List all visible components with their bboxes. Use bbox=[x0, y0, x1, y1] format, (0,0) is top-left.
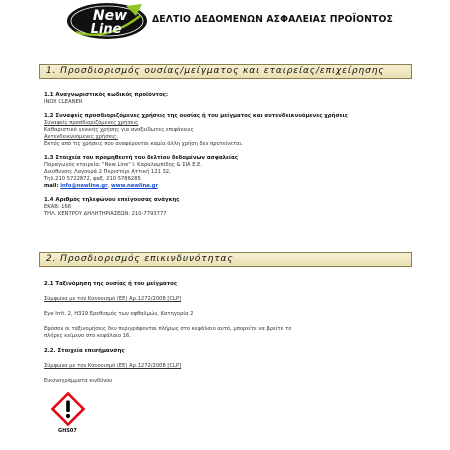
ghs07-exclamation-icon bbox=[51, 392, 85, 426]
mail-label: mail: bbox=[44, 183, 59, 189]
s2-1-regulation: Σύμφωνα με τον Κανονισμό (ΕΕ) Αρ.1272/2008 [CLP] bbox=[44, 296, 182, 302]
contact-separator: , bbox=[107, 183, 110, 189]
emergency-poison-center: ΤΗΛ. ΚΕΝΤΡΟΥ ΔΗΛΗΤΗΡΙΑΣΕΩΝ: 210-7793777 bbox=[44, 211, 167, 217]
s2-2-regulation: Σύμφωνα με τον Κανονισμό (ΕΕ) Αρ.1272/2008 [CLP] bbox=[44, 363, 182, 369]
pictograms-label: Εικονογράμματα κινδύνου bbox=[44, 378, 113, 384]
website-link[interactable]: www.newline.gr bbox=[111, 183, 159, 189]
s1-2-subheading-contra: Αντενδεικνυόμενες χρήσεις: bbox=[44, 134, 118, 140]
s1-4-heading: 1.4 Αριθμός τηλεφώνου επείγουσας ανάγκης bbox=[44, 197, 180, 203]
s1-1-heading: 1.1 Αναγνωριστικός κωδικός προϊόντος: bbox=[44, 92, 169, 98]
document-title: ΔΕΛΤΙΟ ΔΕΔΟΜΕΝΩΝ ΑΣΦΑΛΕΙΑΣ ΠΡΟΪΟΝΤΟΣ bbox=[152, 14, 393, 25]
supplier-address: Διεύθυνση: Λαγουρά 2 Περιστέρι Αττική 121 32, bbox=[44, 169, 171, 175]
s1-2-heading: 1.2 Συναφείς προσδιοριζόμενες χρήσεις της ουσίας ή του μείγματος και αντενδεικνυόμενες χρήσεις bbox=[44, 113, 348, 119]
email-link[interactable]: info@newline.gr bbox=[60, 183, 108, 189]
product-identifier: INOX CLEANER bbox=[44, 99, 83, 105]
document-header bbox=[66, 2, 450, 40]
s1-3-heading: 1.3 Στοιχεία του προμηθευτή του δελτίου δεδομένων ασφαλείας bbox=[44, 155, 239, 161]
ghs07-code: GHS07 bbox=[58, 428, 77, 434]
emergency-ekab: ΕΚΑΒ: 166 bbox=[44, 204, 72, 210]
section-2-header bbox=[39, 252, 412, 267]
s2-1-heading: 2.1 Ταξινόμηση της ουσίας ή του μείγματος bbox=[44, 281, 178, 287]
supplier-company: Παραγωγός εταιρεία: "New Line" Ι. Καραλαμπίδης & ΣΙΑ Ε.Ε. bbox=[44, 162, 203, 168]
section-1-title: 1. Προσδιορισμός ουσίας/μείγματος και εταιρείας/επιχείρησης bbox=[46, 66, 385, 76]
s2-1-note-line2: πλήρες κείμενο στο κεφάλαιο 16. bbox=[44, 333, 131, 339]
logo-text-new: New bbox=[92, 8, 128, 24]
supplier-phone: Τηλ.210 5722872, φαξ. 210 5786285 bbox=[44, 176, 141, 182]
s2-1-classification: Eye Irrit. 2, H319 Ερεθισμός των οφθαλμών, Κατηγορία 2 bbox=[44, 311, 194, 317]
s2-1-note-line1: Εφόσον οι ταξινομήσεις δεν περιγράφονται πλήρως στο κεφάλαιο αυτό, μπορείτε να βρείτε το bbox=[44, 326, 292, 332]
newline-logo bbox=[66, 2, 148, 40]
section-2-title: 2. Προσδιορισμός επικινδυνότητας bbox=[46, 254, 234, 264]
s1-2-subheading-uses: Συναφείς προσδιοριζόμενες χρήσεις bbox=[44, 120, 139, 126]
section-1-header bbox=[39, 64, 412, 79]
s1-2-uses-text: Καθαριστικό γενικής χρήσης για ανοξείδωτες επιφάνειες bbox=[44, 127, 194, 133]
supplier-contact-row bbox=[44, 183, 158, 190]
s2-2-heading: 2.2. Στοιχεία επισήμανσης bbox=[44, 348, 125, 354]
logo-text-line: Line bbox=[90, 22, 122, 37]
s1-2-contra-text: Εκτός από τις χρήσεις που αναφέρονται καμία άλλη χρήση δεν προτείνεται. bbox=[44, 141, 243, 147]
